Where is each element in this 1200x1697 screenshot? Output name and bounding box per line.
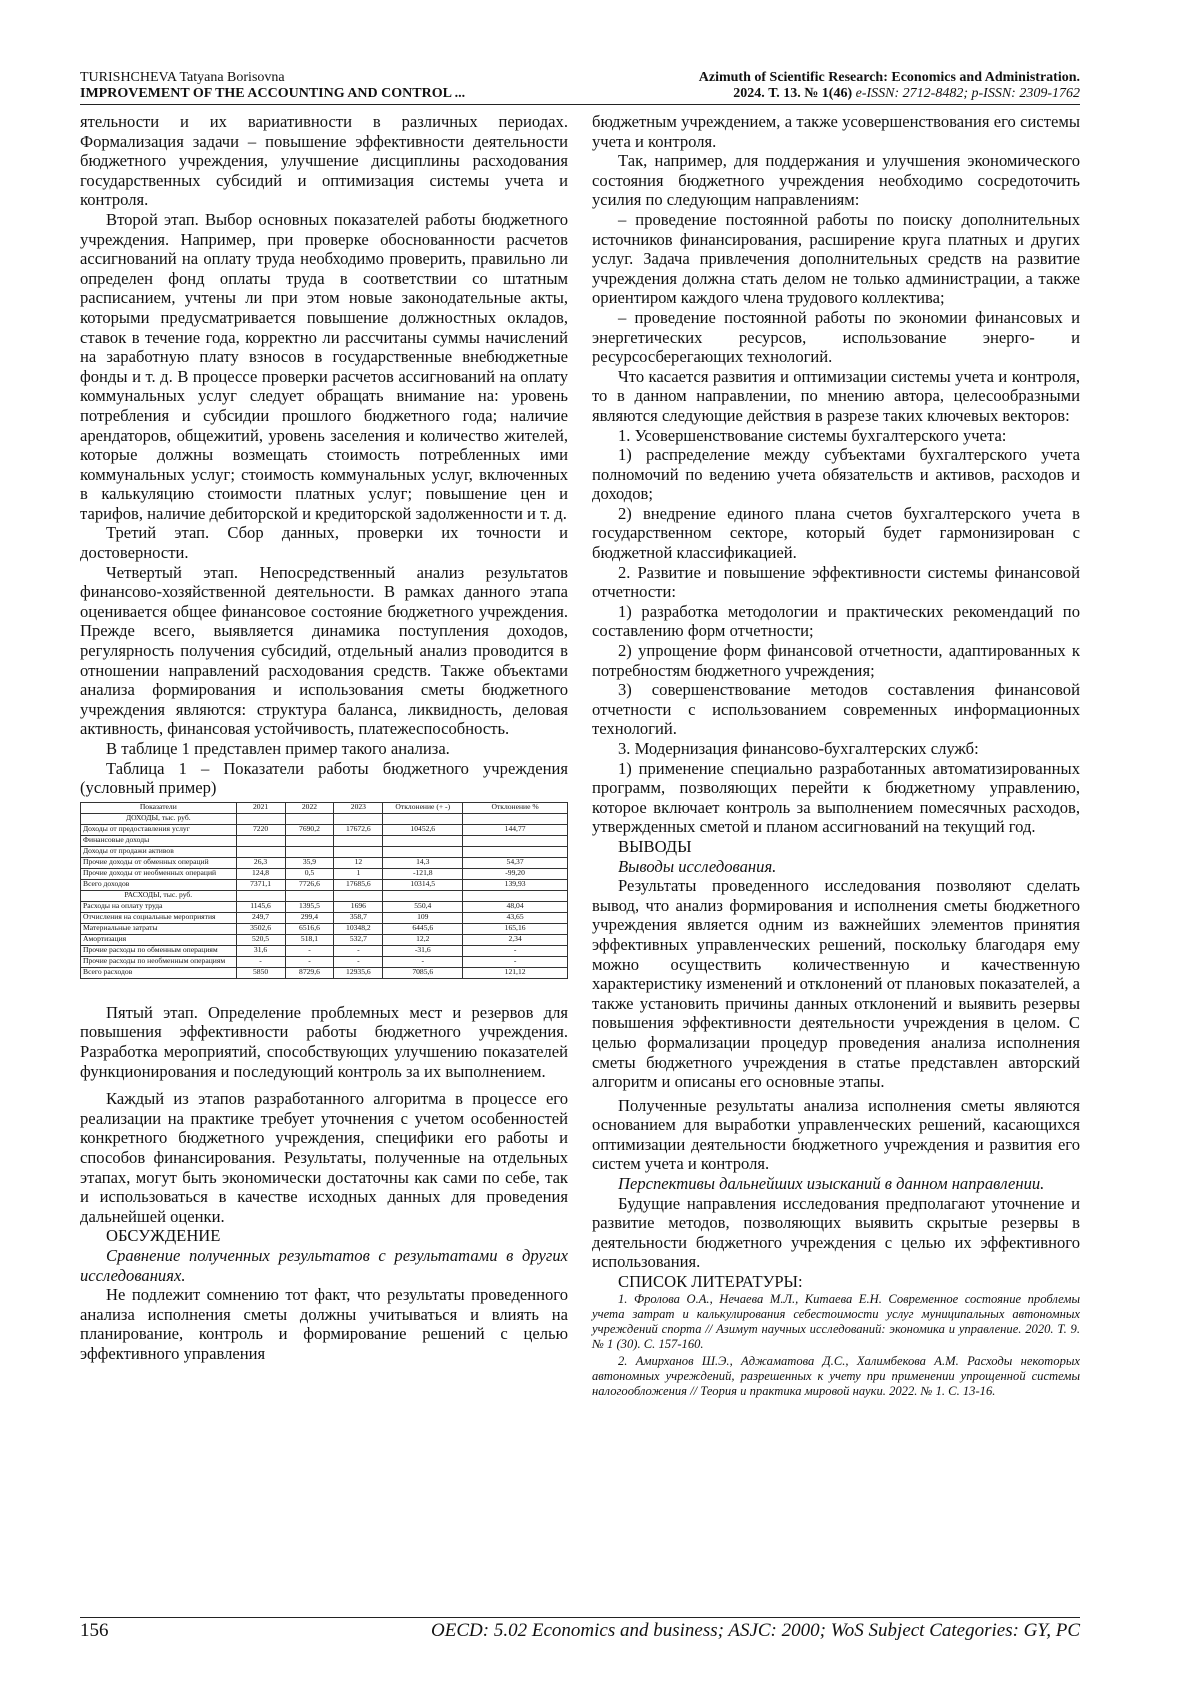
table-row	[81, 857, 568, 868]
author-name: TURISHCHEVA Tatyana Borisovna	[80, 70, 285, 85]
table-header-cell: Показатели	[81, 802, 237, 813]
table-cell: 8729,6	[285, 967, 334, 978]
issn: e-ISSN: 2712-8482; p-ISSN: 2309-1762	[852, 86, 1080, 101]
table-cell: 12	[334, 857, 383, 868]
row-label: Амортизация	[81, 934, 237, 945]
header-divider	[80, 104, 1080, 105]
table-cell: 6516,6	[285, 923, 334, 934]
table-cell	[383, 835, 463, 846]
table-row	[81, 835, 568, 846]
table-body	[81, 802, 568, 978]
paragraph: Будущие направления исследования предполагают уточнение и развитие методов, позволяющих выявить скрытые резервы в деятельности бюджетного учреждения с целью их эффективного использования.	[592, 1193, 1080, 1272]
section-heading-discussion: ОБСУЖДЕНИЕ	[106, 1226, 221, 1246]
table-cell: 358,7	[334, 912, 383, 923]
issue-number: 2024. Т. 13. № 1(46)	[733, 86, 853, 101]
table-cell: 26,3	[236, 857, 285, 868]
paragraph: бюджетным учреждением, а также усовершенствования его системы учета и контроля.	[592, 112, 1080, 151]
table-cell: 109	[383, 912, 463, 923]
row-label: Отчисления на социальные мероприятия	[81, 912, 237, 923]
paragraph: Так, например, для поддержания и улучшения экономического состояния бюджетного учреждения необходимо сосредоточить усилия по следующим направлениям:	[592, 151, 1080, 210]
table-cell	[285, 835, 334, 846]
table-cell: 121,12	[463, 967, 568, 978]
table-cell	[236, 846, 285, 857]
row-label: Финансовые доходы	[81, 835, 237, 846]
paragraph: Второй этап. Выбор основных показателей работы бюджетного учреждения. Например, при проверке обоснованности расчетов ассигнований на оплату труда необходимо проверить, правильно ли определен фонд оплаты труда в соответствии со штатным расписанием, учтены ли при этом новые законодательные акты, которыми предусматривается повышение должностных окладов, ставок в течение года, корректно ли рассчитаны суммы начислений на заработную плату взносов в государственные внебюджетные фонды и т. д. В процессе проверки расчетов ассигнований на оплату коммунальных услуг следует обращать внимание на: уровень потребления и субсидии прошлого бюджетного года; наличие арендаторов, общежитий, уровень заселения и количество жителей, которые должны возмещать стоимость потребленных ими коммунальных услуг; стоимость коммунальных услуг, включенных в калькуляцию стоимости платных услуг; повышение цен и тарифов, наличие дебиторской и кредиторской задолженности и т. д.	[80, 209, 568, 523]
paragraph: ятельности и их вариативности в различных периодах. Формализация задачи – повышение эффективности деятельности бюджетного учреждения, улучшение дисциплины расходования государственных субсидий и оптимизация системы учета и контроля.	[80, 112, 568, 210]
table-cell	[236, 835, 285, 846]
table-cell: 520,5	[236, 934, 285, 945]
table-cell: -	[236, 956, 285, 967]
table-cell: 2,34	[463, 934, 568, 945]
header-left	[80, 70, 465, 102]
table-cell: -	[334, 945, 383, 956]
table-cell: 10314,5	[383, 879, 463, 890]
table-cell	[285, 846, 334, 857]
table-row	[81, 912, 568, 923]
section-label: РАСХОДЫ, тыс. руб.	[81, 890, 237, 901]
table-cell: 249,7	[236, 912, 285, 923]
table-row	[81, 923, 568, 934]
table-cell: -	[334, 956, 383, 967]
table-cell: 1395,5	[285, 901, 334, 912]
table-cell: 299,4	[285, 912, 334, 923]
table-cell: 532,7	[334, 934, 383, 945]
table-cell: 7690,2	[285, 824, 334, 835]
list-item: 1) распределение между субъектами бухгалтерского учета полномочий по ведению учета обязательств и активов, расходов и доходов;	[592, 445, 1080, 504]
list-item: – проведение постоянной работы по экономии финансовых и энергетических ресурсов, использование энерго- и ресурсосберегающих технологий.	[592, 307, 1080, 367]
list-item: 3. Модернизация финансово-бухгалтерских служб:	[618, 739, 979, 758]
row-label: Материальные затраты	[81, 923, 237, 934]
reference-item: 2. Амирханов Ш.Э., Аджаматова Д.С., Халимбекова А.М. Расходы некоторых автономных учреждений, разрешенных к учету при применении упрощенной системы налогообложения // Теория и практика мировой науки. 2022. № 1. С. 13-16.	[592, 1353, 1080, 1398]
table-header-row	[81, 802, 568, 813]
list-item: 1) разработка методологии и практических рекомендаций по составлению форм отчетности;	[592, 601, 1080, 641]
table-cell: 7085,6	[383, 967, 463, 978]
table-header-cell: 2021	[236, 802, 285, 813]
table-cell: -	[383, 956, 463, 967]
list-item: 3) совершенствование методов составления финансовой отчетности с использованием современных информационных технологий.	[592, 680, 1080, 739]
left-column	[80, 112, 568, 1363]
list-item: 2. Развитие и повышение эффективности системы финансовой отчетности:	[592, 562, 1080, 602]
classification-codes: OECD: 5.02 Economics and business; ASJC: 2000; WoS Subject Categories: GY, PC	[431, 1620, 1080, 1641]
table-header-cell: Отклонение %	[463, 802, 568, 813]
table-cell: -	[285, 945, 334, 956]
table-cell: 139,93	[463, 879, 568, 890]
row-label: Прочие расходы по обменным операциям	[81, 945, 237, 956]
footer-divider	[80, 1617, 1080, 1618]
table-cell: 0,5	[285, 868, 334, 879]
references-list	[592, 1292, 1080, 1399]
table-cell: 17672,6	[334, 824, 383, 835]
table-cell: 12935,6	[334, 967, 383, 978]
table-cell: 550,4	[383, 901, 463, 912]
table-cell: -99,20	[463, 868, 568, 879]
table-cell: -121,8	[383, 868, 463, 879]
paragraph: Пятый этап. Определение проблемных мест и резервов для повышения эффективности работы бюджетного учреждения. Разработка мероприятий, способствующих улучшению показателей функционирования и последующий контроль за их выполнением.	[80, 1002, 568, 1081]
page-footer	[80, 1620, 1080, 1642]
table-header-cell: 2022	[285, 802, 334, 813]
table-cell: 54,37	[463, 857, 568, 868]
table-row	[81, 901, 568, 912]
paragraph: Полученные результаты анализа исполнения сметы являются основанием для выработки управленческих решений, касающихся оптимизации деятельности бюджетного учреждения и развития его систем учета и контроля.	[592, 1095, 1080, 1174]
table-cell: 124,8	[236, 868, 285, 879]
table-cell: 6445,6	[383, 923, 463, 934]
journal-issue	[699, 86, 1080, 102]
section-heading-references: СПИСОК ЛИТЕРАТУРЫ:	[618, 1272, 803, 1292]
table-row	[81, 945, 568, 956]
table-section-row	[81, 813, 568, 824]
table-cell: 14,3	[383, 857, 463, 868]
table-header-cell: Отклонение (+ -)	[383, 802, 463, 813]
table-section-row	[81, 890, 568, 901]
row-label: Прочие доходы от необменных операций	[81, 868, 237, 879]
table-caption: Таблица 1 – Показатели работы бюджетного учреждения (условный пример)	[80, 758, 568, 798]
paragraph: Четвертый этап. Непосредственный анализ результатов финансово-хозяйственной деятельности. В рамках данного этапа оценивается общее финансовое состояние бюджетного учреждения. Прежде всего, выявляется динамика поступления доходов, регулярность получения субсидий, отдельный анализ проводится в отношении направлений расходования средств. Также объектами анализа формирования и использования сметы бюджетного учреждения являются: структура баланса, ликвидность, деловая активность, финансовая устойчивость, платежеспособность.	[80, 562, 568, 739]
table-row	[81, 824, 568, 835]
table-cell: 518,1	[285, 934, 334, 945]
table-cell	[334, 846, 383, 857]
table-cell: 144,77	[463, 824, 568, 835]
table-cell: 7220	[236, 824, 285, 835]
row-label: Прочие доходы от обменных операций	[81, 857, 237, 868]
table-row	[81, 846, 568, 857]
subheading: Сравнение полученных результатов с результатами в других исследованиях.	[80, 1245, 568, 1285]
row-label: Доходы от продажи активов	[81, 846, 237, 857]
table-row	[81, 956, 568, 967]
row-label: Прочие расходы по необменным операциям	[81, 956, 237, 967]
page-number: 156	[80, 1620, 109, 1641]
table-cell: 12,2	[383, 934, 463, 945]
table-cell	[334, 835, 383, 846]
table-row	[81, 868, 568, 879]
paragraph: Что касается развития и оптимизации системы учета и контроля, то в данном направлении, по мнению автора, целесообразными являются следующие действия в разрезе таких ключевых векторов:	[592, 366, 1080, 425]
table-row	[81, 934, 568, 945]
list-item: – проведение постоянной работы по поиску дополнительных источников финансирования, расширение круга платных и других услуг. Задача привлечения дополнительных средств на развитие учреждения должна стать делом не только администрации, а также ориентиром каждого члена трудового коллектива;	[592, 209, 1080, 308]
row-label: Доходы от предоставления услуг	[81, 824, 237, 835]
subheading: Перспективы дальнейших изысканий в данном направлении.	[618, 1174, 1045, 1194]
subheading: Выводы исследования.	[618, 856, 777, 876]
table-cell: 7371,1	[236, 879, 285, 890]
right-column	[592, 112, 1080, 1399]
section-heading-conclusions: ВЫВОДЫ	[618, 836, 692, 856]
table-cell: 10452,6	[383, 824, 463, 835]
row-label: Расходы на оплату труда	[81, 901, 237, 912]
table-cell: 10348,2	[334, 923, 383, 934]
list-item: 1. Усовершенствование системы бухгалтерского учета:	[618, 425, 1007, 445]
table-cell: -	[463, 945, 568, 956]
table-cell: -31,6	[383, 945, 463, 956]
indicators-table	[80, 802, 568, 979]
paragraph: Третий этап. Сбор данных, проверки их точности и достоверности.	[80, 523, 568, 563]
section-label: ДОХОДЫ, тыс. руб.	[81, 813, 237, 824]
table-cell: 165,16	[463, 923, 568, 934]
table-cell: 35,9	[285, 857, 334, 868]
row-label: Всего доходов	[81, 879, 237, 890]
table-cell: 48,04	[463, 901, 568, 912]
table-cell: 1696	[334, 901, 383, 912]
table-cell: 17685,6	[334, 879, 383, 890]
header-right	[699, 70, 1080, 102]
list-item: 2) упрощение форм финансовой отчетности, адаптированных к потребностям бюджетного учреждения;	[592, 641, 1080, 680]
table-cell: -	[463, 956, 568, 967]
table-cell: 1145,6	[236, 901, 285, 912]
article-title: IMPROVEMENT OF THE ACCOUNTING AND CONTROL ...	[80, 86, 466, 101]
table-row	[81, 879, 568, 890]
table-cell: -	[285, 956, 334, 967]
table-cell: 31,6	[236, 945, 285, 956]
table-header-cell: 2023	[334, 802, 383, 813]
table-cell: 5850	[236, 967, 285, 978]
table-cell: 7726,6	[285, 879, 334, 890]
list-item: 1) применение специально разработанных автоматизированных программ, позволяющих перейти к бюджетному управлению, которое включает контроль за выполнением помесячных расходов, утвержденных сметой и планом ассигнований на текущий год.	[592, 758, 1080, 837]
table-cell	[383, 846, 463, 857]
row-label: Всего расходов	[81, 967, 237, 978]
list-item: 2) внедрение единого плана счетов бухгалтерского учета в государственном секторе, который будет гармонизирован с бюджетной классификацией.	[592, 503, 1080, 563]
paragraph: В таблице 1 представлен пример такого анализа.	[106, 739, 450, 758]
table-cell: 3502,6	[236, 923, 285, 934]
table-cell	[463, 846, 568, 857]
table-row	[81, 967, 568, 978]
paragraph: Результаты проведенного исследования позволяют сделать вывод, что анализ формирования и исполнения сметы бюджетного учреждения является одним из важнейших элементов принятия эффективных управленческих решений, поскольку благодаря ему можно осуществить количественную и качественную характеристику изменений и отклонений от плановых показателей, а также установить причины данных отклонений и выявить резервы повышения эффективности деятельности учреждения в целом. С целью формализации процедур проведения анализа исполнения сметы бюджетного учреждения в статье представлен авторский алгоритм и описаны его основные этапы.	[592, 876, 1080, 1092]
paragraph: Не подлежит сомнению тот факт, что результаты проведенного анализа исполнения сметы должны учитываться и влиять на планирование, контроль и формирование решений с целью эффективного управления	[80, 1285, 568, 1363]
journal-name: Azimuth of Scientific Research: Economics and Administration.	[698, 70, 1080, 85]
table-cell: 1	[334, 868, 383, 879]
paragraph: Каждый из этапов разработанного алгоритма в процессе его реализации на практике требует уточнения с учетом особенностей конкретного бюджетного учреждения, специфики его работы и способов финансирования. Результаты, полученные на отдельных этапах, могут быть экономически достаточны как сами по себе, так и использоваться в качестве исходных данных для проведения дальнейшей оценки.	[80, 1089, 568, 1226]
table-cell	[463, 835, 568, 846]
reference-item: 1. Фролова О.А., Нечаева М.Л., Китаева Е.Н. Современное состояние проблемы учета затрат и калькулирования себестоимости услуг муниципальных автономных учреждений спорта // Азимут научных исследований: экономика и управление. 2020. Т. 9. № 1 (30). С. 157-160.	[592, 1291, 1080, 1351]
table-cell: 43,65	[463, 912, 568, 923]
